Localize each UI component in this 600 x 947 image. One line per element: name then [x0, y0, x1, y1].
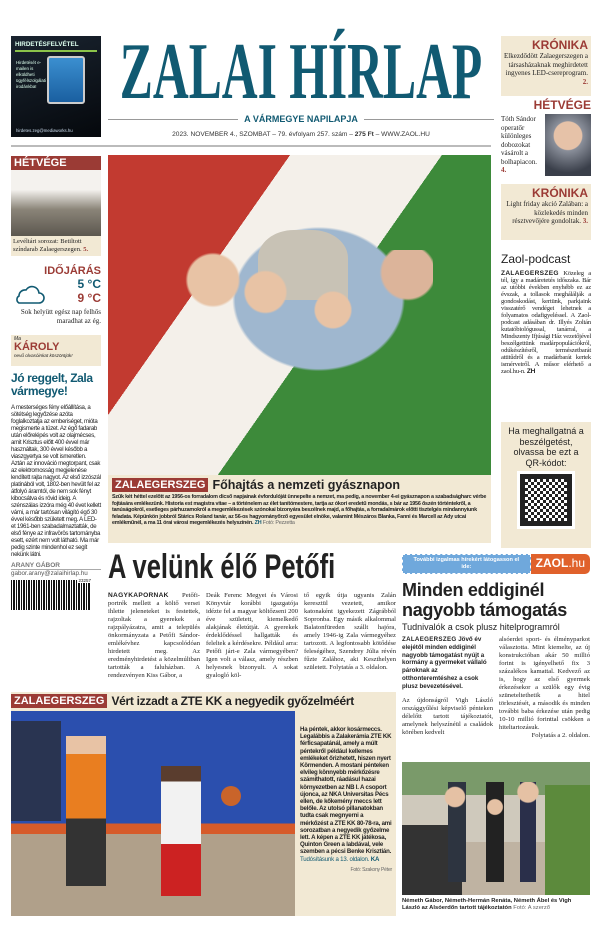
editorial-column [11, 372, 101, 610]
lead-photo [108, 155, 491, 475]
csok-subtitle: Tudnivalók a csok plusz hitelprogramról [402, 622, 560, 632]
teaser-kronika-light[interactable] [501, 184, 591, 240]
section-label: HÉTVÉGE [11, 156, 101, 170]
author-name: ARANY GÁBOR [11, 562, 101, 570]
etching-image [11, 170, 101, 236]
petofi-col-1: NAGYKAPORNAK Petőfi-portrék mellett a költő versei ihlette jeleneteket is festettek, rajzoltak a gyerekek a rajzpályázatra, amit a település önkormányzata a Petőfi Sándor-emlékévhez kapcsolódóan hirdetett meg. Az eredményhirdetést a közelmúltban tartották a faluházban. A rendezvényen Kiss Gábor, a [108, 592, 200, 679]
nameday-name: KÁROLY [14, 341, 60, 353]
teaser-kronika-led[interactable] [501, 36, 591, 96]
website-link[interactable]: – WWW.ZAOL.HU [373, 131, 430, 138]
csok-col-1: Az újdonságról Vigh László országgyűlési képviselő pénteken délelőtt tartott tájékoztatót, amelynek helyszínéül a családok körében kedvelt [402, 696, 493, 736]
sport-title[interactable]: Vért izzadt a ZTE KK a negyedik győzelméért [111, 694, 354, 708]
column-title: Jó reggelt, Zala vármegye! [11, 371, 93, 398]
section-label: KRÓNIKA [532, 186, 588, 200]
people [183, 250, 433, 400]
csok-lead: ZALAEGERSZEG Jövő év elejétől minden eddiginél nagyobb támogatást nyújt a kormány a gyermeket vállaló pároknak az otthonteremtéshez a csok plusz bevezetésével. [402, 636, 487, 690]
nameday-pre: Ma [14, 336, 21, 342]
zaol-banner-text: További izgalmas hírekért látogasson el ide: [402, 554, 531, 574]
lead-caption [108, 475, 491, 543]
newspaper-subtitle: A VÁRMEGYE NAPILAPJA [244, 114, 358, 124]
teaser-text: Elkezdődött Zalaegerszegen a társasházaknak meghirdetett ingyenes LED-csereprogram. 2. [504, 52, 588, 86]
lead-title[interactable]: Főhajtás a nemzeti gyásznapon [212, 478, 400, 492]
ad-email[interactable]: hirdetes.zeg@mediaworks.hu [16, 128, 73, 133]
section-label: ZALAEGERSZEG [112, 478, 208, 492]
teaser-text: Levéltári sorozat: Betiltott színdarab Zalaegerszegen. 5. [11, 236, 101, 256]
csok-title[interactable]: Minden eddiginél nagyobb támogatás [402, 580, 567, 620]
temp-high: 9 °C [77, 291, 101, 305]
podcast-text: ZALAEGERSZEG Közeleg a tél, így a madáretetés időszaka. Bár az utóbbi években enyhébb ez az évszak, a tollasok meghálálják a gondoskodást, kertünk, parkjaink visszatérő vendégei lehetnek a folyamatos odafigyeléssel. A Zaol-podcast adásában dr. Illyés Zoltán kutatóbiológussal, tanárral, a Mindszenty Ifjúsági Ház vezetőjével beszélgettünk madárpopulációkról, odúkészítésről, természetbarát attitűdről és a madárbarát kertek ismérveiről. A műsor elérhető a zaol.hu-n. ZH [501, 270, 591, 375]
section-label: KRÓNIKA [532, 38, 588, 52]
section-label: HÉTVÉGE [533, 98, 591, 112]
petofi-col-3: tő egyik útja ugyanis Zalán keresztül vezetett, amikor katonaként igyekezett Zágrábból Sopronba. Egy másik alkalommal Balatonfüreden szállt hajóra, amely 1946-ig Zala vármegyéhez tartozott. A legfontosabb kötődése feleségéhez, Szendrey Júlia révén fűzte Zalához, aki Keszthelyen született. Folytatás a 3. oldalon. [304, 592, 396, 671]
qr-code-icon[interactable] [520, 474, 572, 526]
price: 275 Ft [354, 131, 374, 138]
masthead-rule [11, 145, 491, 147]
qr-box [501, 422, 591, 548]
cloud-icon [13, 281, 45, 307]
portrait-photo [545, 114, 591, 176]
basketball-photo [11, 711, 295, 916]
zaol-banner[interactable] [402, 554, 590, 574]
nameday-post: nevű olvasóinkat köszöntjük! [14, 353, 73, 358]
csok-photo [402, 762, 590, 895]
qr-text: Ha meghallgatná a beszélgetést, olvassa be ezt a QR-kódot: [508, 426, 584, 468]
ad-text: Hirdetését e-mailen is elküldheti ügyfélszolgálati irodánkba! [16, 60, 47, 89]
teaser-text: Light friday akció Zalában: a közlekedés minden résztvevőjére gondoltak. 3. [506, 200, 588, 225]
csok-col-2: alsóerdei sport- és élményparkot választotta. Mint kiemelte, az új konstrukcióban akár 50 millió forint is igényelhető fix 3 százalékos kamattal. Kedvező az is, hogy az első gyermek érkezésekor a szülők egy évig szüneteltethetik a hitel törlesztését, a második és minden további baba érkezése után pedig 10-10 millió forinttal csökken a hiteltartozásuk. [499, 636, 590, 731]
photo-credit: Fotó: Szakony Péter [350, 866, 392, 873]
nameday-box [11, 335, 101, 366]
column-text: A mesterséges fény előállítása, a sötétség legyőzése azóta foglalkoztatja az emberiséget, mióta megismerte a tüzet. Az égő fadarab után előrelépés volt az olajmécses, amit Krisztus előtt 400 évvel már használtak, 300 évvel később a viaszgyertya se volt ismeretlen. Aztán az innováció megtorpant, csak az elektromosság megjelenése lendített rajta nagyot. Az első izzószál platinából volt, 1802-ben hevült fel az átfolyó áramtól, de nem sok fényt kibocsátva és rövid ideig. A szénszálas izzóra még 40 évet kellett várni, a már tartósan világító égő 30 évvel később született meg. A LED-et 1961-ben szabadalmaztatták, de első fénye az infravörös tartományba esett, ezért nem volt látható. Ma már pedig szinte mindenhol ez segít nekünk látni. [11, 404, 101, 558]
masthead [108, 30, 494, 138]
petofi-col-2: Deák Ferenc Megyei és Városi Könyvtár korábbi igazgatója idézte fel a magyar költőzseni 200 éve született, kiemelkedő alakjának életútját. A gyerekek érdeklődéssel hallgatták és feleltek a kérdésekre. Például arra: Petőfi járt-e Zala vármegyében? Igen volt a válasz, amely részben helyesnek bizonyult. A sokat gyalogló köl- [206, 592, 298, 679]
temp-low: 5 °C [77, 277, 101, 291]
petofi-article [108, 548, 396, 680]
zaol-logo: ZAOL.hu [531, 554, 590, 574]
podcast [501, 252, 591, 375]
continuation: Folytatás a 2. oldalon. [531, 732, 590, 739]
author-email[interactable]: gabor.arany@zalaihirlap.hu [11, 570, 88, 577]
teaser-hetvege-toth[interactable] [501, 98, 591, 180]
barcode-number: 23257 [78, 578, 91, 583]
dateline [108, 131, 494, 138]
tablet-icon [47, 56, 85, 104]
weather-label: IDŐJÁRÁS [44, 265, 101, 277]
newspaper-title: ZALAI HÍRLAP [119, 28, 483, 116]
petofi-title[interactable]: A velünk élő Petőfi [108, 548, 336, 586]
teaser-text: Tóth Sándor operatőr különleges dobozokat vásárolt a bolhapiacon. 4. [501, 115, 537, 174]
date-issue: 2023. NOVEMBER 4., SZOMBAT – 79. évfolyam 257. szám – [172, 131, 355, 138]
sport-heading [11, 692, 396, 710]
sport-text: Ha péntek, akkor kosármeccs. Legalábbis a Zalakerámia ZTE KK férficsapatánál, amely a múlt péntekről például kellemes emlékeket őrizhetett, hiszen nyert Körmenden. A mostani pénteken elvileg könnyebb mérkőzésre számíthatott, ráadásul hazai környezetben az NB I. A csoport újonca, az NKA Universitas Pécs ellen, de kőkemény meccs lett belőle. Az utolsó pillanatokban tudta csak megnyerni a mérkőzést a ZTE KK 80-78-ra, ami sorozatban a negyedik győzelme lett. A képen a ZTE KK játékosa, Quinton Green a labdával, vele szemben a pécsi Benke Krisztián. Tudósításunk a 13. oldalon. KA Fotó: Szakony Péter [300, 726, 392, 873]
weather-text: Sok helyütt egész nap felhős maradhat az ég. [20, 308, 101, 325]
lead-text: Szűk két héttel ezelőtt az 1956-os forradalom dicső napjainak évfordulóját ünnepelte a nemzet, ma pedig, a november 4-ei gyásznapon a szabadságharc vérbe fojtására emlékezünk. Historia est magistra vitae – a történelem az élet tanítómestere, tartja az ókori eredetű mondás, s bár az 1956 őszén történtekről, a tanúságokról, esetleges párhuzamokról a megemlékezések szónokai bizonyára beszélnek majd, a főhajtás, a forradalmárok előtti tisztelgés mindannyiunk feladata. Képünkön jobbról Stárics Roland tanár, az 56-os hagyományőrző egyesület elnöke, valamint Mészáros Blanka, Fanni és Marcell az Ady utcai emlékműnél, a ma 11 órai városi megemlékezés helyszínén. ZH Fotó: Pezzetta [112, 494, 487, 526]
ad-title: HIRDETÉSFELVÉTEL [15, 41, 97, 52]
csok-caption: Németh Gábor, Németh-Hermán Renáta, Németh Ábel és Vigh László az Alsóerdőn tartott tájékoztatón Fotó: A szerző [402, 898, 572, 911]
ad-box[interactable] [11, 36, 101, 137]
teaser-hetvege-leveltar[interactable] [11, 156, 101, 256]
section-label: ZALAEGERSZEG [11, 694, 107, 708]
podcast-title: Zaol-podcast [501, 252, 571, 266]
weather [11, 265, 101, 325]
barcode [11, 580, 91, 610]
csok-article [402, 580, 590, 739]
